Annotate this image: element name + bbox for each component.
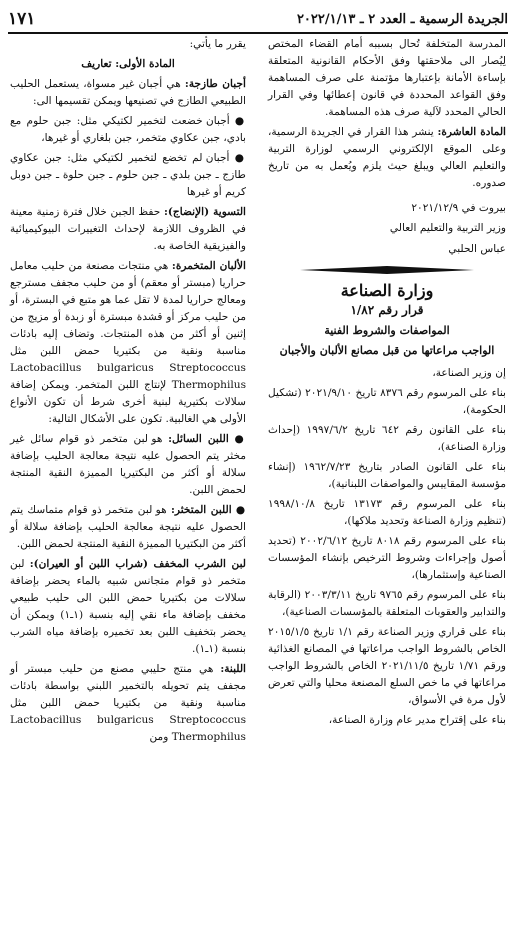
decree-title-1: المواصفات والشروط الفنية: [324, 324, 450, 337]
fresh-cheese-def: [10, 76, 246, 110]
ripening-label: التسوية (الإنضاج):: [164, 206, 246, 218]
section-divider: [300, 264, 474, 276]
right-column: [268, 36, 506, 732]
bullet-item-2: ● أجبان لم تخضع لتخمير لكتيكي مثل: جبن عكاوي طازج ـ جبن بلدي ـ جبن حلوم ـ جبن حلوة ـ جبن دوبل كريم أو غيرها: [10, 150, 246, 201]
drink-yogurt-def: [10, 556, 246, 658]
labneh-label: اللبنة:: [220, 663, 246, 675]
fermented-def: [10, 258, 246, 428]
bacteria-name-f: Streptococcus Thermophilus: [169, 714, 247, 743]
decree-title-2: الواجب مراعاتها من قبل مصانع الألبان والأجبان: [279, 344, 495, 357]
bacteria-name-a: Lactobacillus bulgaricus: [10, 362, 154, 374]
decree-number: قرار رقم ١/٨٢: [350, 303, 424, 317]
preamble-5: بناء على المرسوم رقم ٨٠١٨ تاريخ ٢٠٠٢/٦/١٢ (تحديد أصول وإجراءات وشروط الترخيص بإنشاء المؤسسات الصناعية وإستثمارها)،: [268, 535, 506, 581]
liquid-yogurt-text: هو لبن متخمر ذو قوام سائل غير مخثر يتم الحصول عليه نتيجة معالجة الحليب بإضافة سلالة أو أكثر من البكتيريا المميزة النقية المنتجة لحمض اللبن.: [10, 433, 246, 496]
intro-paragraph: المدرسة المتخلفة تُحال بسببه أمام القضاء المختص لِيُصار الى ملاحقتها وفق الأحكام القانونية المتعلقة بإساءة الأمانة بإعتبارها مؤتمنة على صرف المساهمة وفق القواعد المحددة في قانون إعطائها وفي القرار الحالي المحدد لآلية صرف هذه المساهمة.: [268, 38, 506, 118]
place-date: بيروت في ٢٠٢١/١٢/٩: [411, 202, 506, 214]
labneh-text: هي منتج حليبي مصنع من حليب مبستر أو مجفف يتم تحويله بالتخمير اللبني بواسطة بادئات مناسبة ونقية من بكتيريا حمض اللبن مثل: [10, 663, 246, 709]
preamble-1: بناء على المرسوم رقم ٨٣٧٦ تاريخ ٢٠٢١/٩/١٠ (تشكيل الحكومة)،: [268, 387, 506, 416]
preamble-8: بناء على إقتراح مدير عام وزارة الصناعة،: [328, 714, 506, 726]
thick-yogurt-def: [10, 502, 246, 553]
labneh-def: [10, 661, 246, 746]
drink-yogurt-text: لبن متخمر ذو قوام متجانس شبيه بالماء يحضر بإضافة سلالات من بكتيريا حمض اللبن الى حليب طبيعي مخفف بإضافة ماء نقي إليه بنسبة (١ـ١) ويمكن أن يحضر بتخفيف اللبن بعد تخميره بإضافة مياه الشرب بنسبة (١ـ١).: [10, 558, 247, 655]
article-ten-text: ينشر هذا القرار في الجريدة الرسمية، وعلى الموقع الإلكتروني الرسمي لوزارة التربية والتعليم العالي ويبلغ حيث يلزم ويُعمل به من تاريخ صدوره.: [268, 126, 506, 189]
fresh-cheese-text: هي أجبان غير مسواة، يستعمل الحليب الطبيعي الطازج في تصنيعها ويمكن تقسيمها الى:: [10, 78, 246, 107]
article-ten: [268, 124, 506, 192]
thick-yogurt-text: هو لبن متخمر ذو قوام متماسك يتم الحصول عليه نتيجة معالجة الحليب بإضافة سلالة أو أكثر من البكتيريا المميزة النقية المنتجة لحمض اللبن.: [10, 504, 246, 550]
ripening-def: [10, 204, 246, 255]
labneh-tail: ومن: [149, 731, 169, 743]
signer-name: عباس الحلبي: [448, 243, 506, 255]
decides-line: يقرر ما يأتي:: [189, 38, 246, 50]
preamble-0: إن وزير الصناعة،: [432, 367, 506, 379]
preamble-2: بناء على القانون رقم ٦٤٢ تاريخ ١٩٩٧/٦/٢ (إحداث وزارة الصناعة)،: [268, 424, 506, 453]
left-column: [10, 36, 246, 749]
fresh-cheese-label: أجبان طازجة:: [184, 78, 246, 90]
ripening-text: حفظ الجبن خلال فترة زمنية معينة في الظروف اللازمة لإحداث التغييرات البيوكيميائية والفيزيقية الخاصة به.: [10, 206, 246, 252]
bacteria-name-b: Streptococcus: [169, 362, 246, 374]
page-header: [8, 6, 508, 34]
fermented-text-1: هي منتجات مصنعة من حليب معامل حراريا (مبستر أو معقم) أو من حليب مجفف مسترجع ومعالج حراريا لمدة لا تقل عما هو متبع في البسترة، أو من حليب مركز أو قشدة مبسترة أو زبدة أو مزيج من إثنين أو أكثر من هذه المنتجات. وتضاف إليه بادئات مناسبة ونقية من بكتيريا حمض اللبن مثل: [10, 260, 246, 357]
preamble-6: بناء على المرسوم رقم ٩٧٦٥ تاريخ ٢٠٠٣/٣/١١ (الرقابة والتدابير والعقوبات المتعلقة بالمؤسسات الصناعية)،: [268, 589, 506, 618]
preamble-4: بناء على المرسوم رقم ١٣١٧٣ تاريخ ١٩٩٨/١٠/٨ (تنظيم وزارة الصناعة وتحديد ملاكها)،: [268, 498, 506, 527]
ministry-title: وزارة الصناعة: [340, 281, 434, 300]
bacteria-name-c: Thermophilus: [171, 379, 247, 391]
fermented-text-2: لإنتاج اللبن المتخمر. ويمكن إضافة سلالات بكتيرية لبنية أخرى شرط أن تكون الأنواع الأولى هي الغالبية. تكون على الأشكال التالية:: [10, 379, 246, 425]
article-ten-label: المادة العاشرة:: [437, 126, 506, 138]
article-one-heading: المادة الأولى: تعاريف: [81, 58, 175, 70]
bacteria-name-e: bulgaricus: [96, 714, 154, 726]
running-title: الجريدة الرسمية ـ العدد ٢ ـ ٢٠٢٢/١/١٣: [296, 11, 508, 27]
bacteria-name-d: Lactobacillus: [10, 714, 82, 726]
fermented-label: الألبان المتخمرة:: [171, 260, 246, 272]
liquid-yogurt-label: اللبن السائل:: [168, 433, 229, 445]
preamble-3: بناء على القانون الصادر بتاريخ ١٩٦٢/٧/٢٣ (إنشاء مؤسسة المقاييس والمواصفات اللبنانية)،: [268, 461, 506, 490]
thick-yogurt-label: اللبن المتخثر:: [170, 504, 232, 516]
bullet-item-1: ● أجبان خضعت لتخمير لكتيكي مثل: جبن حلوم مع بادي، جبن عكاوي متخمر، جبن بلغاري أو غيرها،: [10, 113, 246, 147]
signer-title: وزير التربية والتعليم العالي: [389, 222, 506, 234]
drink-yogurt-label: لبن الشرب المخفف (شراب اللبن أو العيران):: [29, 558, 246, 570]
liquid-yogurt-def: [10, 431, 246, 499]
page-number: ١٧١: [8, 9, 36, 29]
preamble-7: بناء على قراري وزير الصناعة رقم ١/١ تاريخ ٢٠١٥/١/٥ الخاص بالشروط الواجب مراعاتها في المصانع الغذائية ورقم ١/٧١ تاريخ ٢٠٢١/١١/٥ الخاص بالشروط الواجب مراعاتها في ما خص السلع المصنعة محليا والتي تعرض لأول مرة في الأسواق،: [268, 626, 506, 706]
